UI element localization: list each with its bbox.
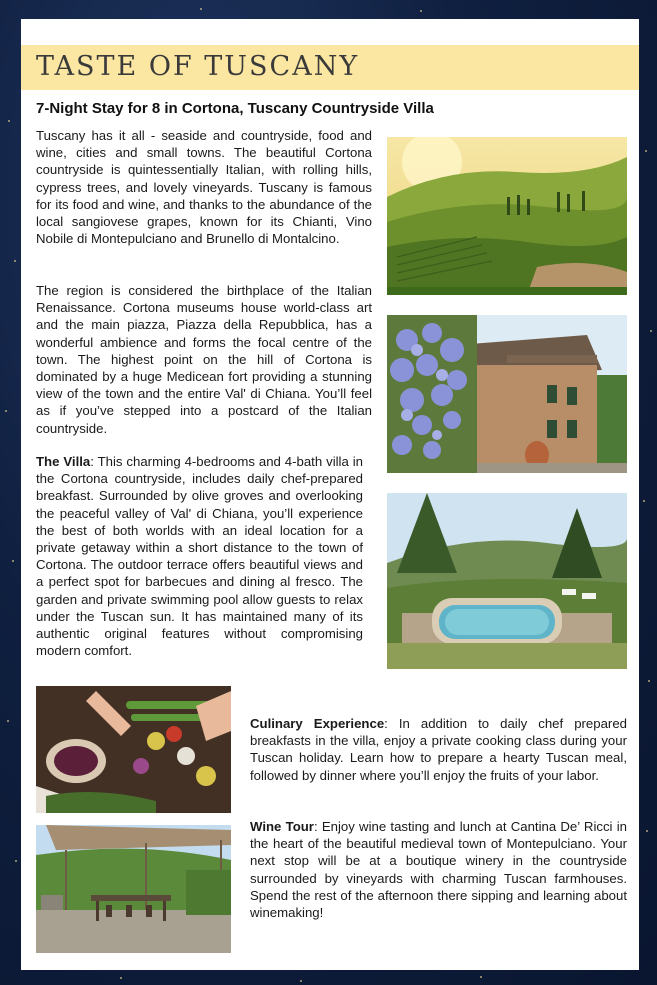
vineyard-landscape-photo	[387, 137, 627, 295]
wine-text: : Enjoy wine tasting and lunch at Cantina De’ Ricci in the heart of the beautiful medieval town of Montepulciano. Your next stop will be at a boutique winery in the countryside surrounded by vineyards with charming Tuscan farmhouses. Spend the rest of the afternoon there sipping and learning about winemaking!	[250, 819, 627, 921]
wine-label: Wine Tour	[250, 819, 314, 834]
cooking-class-photo	[36, 686, 231, 813]
intro-paragraph-2: The region is considered the birthplace of the Italian Renaissance. Cortona museums house world-class art and the main piazza, Piazza della Repubblica, has a wonderful ambience and forms the focal centre of the town. The highest point on the hill of Cortona is dominated by a huge Medicean fort providing a stunning view of the town and the entire Val' di Chiana. You’ll feel as if you’ve stepped into a postcard of the Italian countryside.	[36, 283, 372, 436]
villa-paragraph	[36, 453, 363, 659]
headline: 7-Night Stay for 8 in Cortona, Tuscany Countryside Villa	[36, 100, 434, 117]
intro-paragraph-1: Tuscany has it all - seaside and countryside, food and wine, cities and small towns. The beautiful Cortona countryside is quintessentially Italian, with rolling hills, cypress trees, and lovely vineyards. Tuscany is famous for its food and wine, and thanks to the abundance of the local sangiovese grapes, known for its Chianti, Vino Nobile di Montepulciano and Brunello di Montalcino.	[36, 128, 372, 247]
pergola-terrace-photo	[36, 825, 231, 953]
culinary-paragraph	[250, 715, 627, 784]
swimming-pool-photo	[387, 493, 627, 669]
villa-label: The Villa	[36, 454, 91, 469]
title-banner	[21, 45, 639, 90]
flyer-page	[21, 19, 639, 970]
culinary-text: : In addition to daily chef prepared breakfasts in the villa, enjoy a private cooking class during your Tuscan holiday. Learn how to prepare a hearty Tuscan meal, followed by dinner where you’ll enjoy the fruits of your labor.	[250, 716, 627, 783]
villa-text: : This charming 4-bedrooms and 4-bath villa in the Cortona countryside, includes daily chef-prepared breakfast. Surrounded by olive groves and overlooking the peaceful valley of Val' di Chiana, you’ll experience the best of both worlds with an ideal location for a private getaway within a short distance to the town of Cortona. The outdoor terrace offers beautiful views and a perfect spot for barbecues and dining al fresco. The garden and private swimming pool allow guests to relax under the Tuscan sun. It has maintained many of its authentic original features without compromising modern comfort.	[36, 454, 363, 659]
page-title: TASTE OF TUSCANY	[36, 51, 360, 82]
culinary-label: Culinary Experience	[250, 716, 385, 731]
wine-paragraph	[250, 818, 627, 921]
stone-house-wisteria-photo	[387, 315, 627, 473]
